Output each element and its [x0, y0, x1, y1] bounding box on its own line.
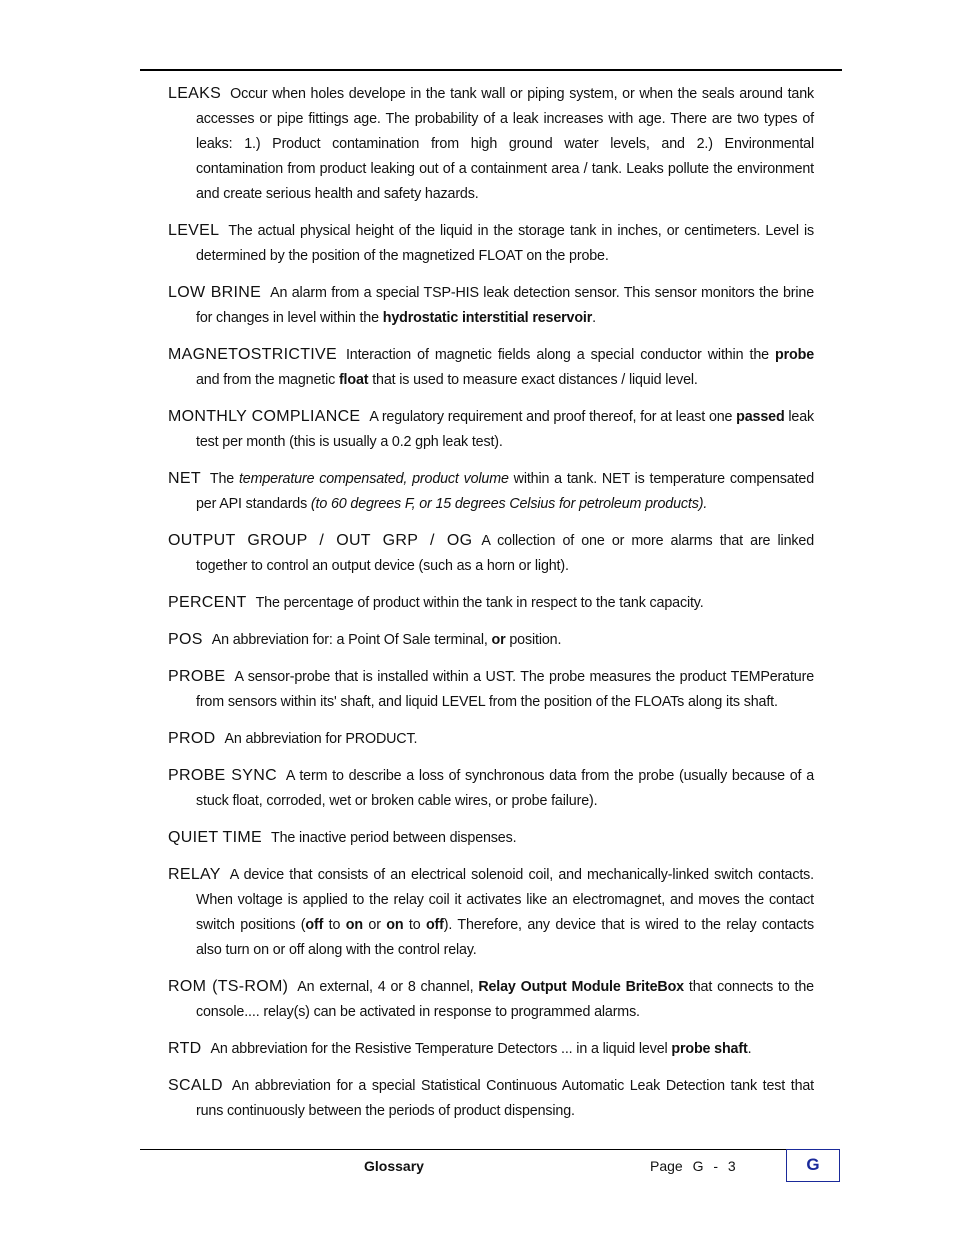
glossary-entry — [168, 218, 814, 269]
glossary-term: POS — [168, 631, 203, 648]
glossary-entry — [168, 404, 814, 455]
bold-text: off — [425, 917, 444, 933]
glossary-entry — [168, 726, 814, 752]
definition-text: An alarm from a special TSP-HIS leak detection sensor. This sensor monitors the brine for changes in level within the — [196, 285, 815, 326]
glossary-term: ROM (TS-ROM) — [168, 978, 289, 995]
definition-text: to — [323, 917, 346, 933]
glossary-list — [168, 81, 814, 1135]
definition-text: that is used to measure exact distances / liquid level. — [368, 372, 698, 388]
definition-text: The inactive period between dispenses. — [270, 830, 517, 846]
glossary-term: NET — [168, 470, 201, 487]
definition-text: A collection of one or more alarms that are linked together to control an output device (such as a horn or light). — [196, 533, 814, 574]
glossary-term: MAGNETOSTRICTIVE — [168, 346, 337, 363]
definition-text: An abbreviation for: a Point Of Sale terminal, — [211, 632, 492, 648]
bold-text: float — [338, 372, 369, 388]
glossary-term: LEVEL — [168, 222, 220, 239]
definition-text: An external, 4 or 8 channel, — [297, 979, 479, 995]
glossary-entry — [168, 280, 814, 331]
bold-text: off — [305, 917, 324, 933]
definition-text: Occur when holes develope in the tank wall or piping system, or when the seals around tank accesses or pipe fittings age. The probability of a leak increases with age. There are two types of leaks: 1.) Product contamination from high ground water levels, and 2.) Environmental contamination from product leaking out of a containment area / tank. Leaks pollute the environment and create serious health and safety hazards. — [196, 86, 814, 202]
section-tab: G — [786, 1149, 840, 1182]
glossary-entry — [168, 528, 814, 579]
italic-text: (to 60 degrees F, or 15 degrees Celsius for petroleum products). — [310, 496, 708, 512]
definition-text: that connects to the console.... relay(s) can be activated in response to programmed alarms. — [196, 979, 814, 1020]
page-number: Page G - 3 — [650, 1158, 736, 1174]
bold-text: or — [491, 632, 506, 648]
glossary-entry — [168, 1073, 814, 1124]
definition-text: within a tank. NET is temperature compensated per API standards — [196, 471, 815, 512]
glossary-entry — [168, 342, 814, 393]
glossary-entry — [168, 590, 814, 616]
bold-text: on — [345, 917, 363, 933]
definition-text: leak test per month (this is usually a 0.2 gph leak test). — [196, 409, 814, 450]
italic-text: temperature compensated, product volume — [238, 471, 509, 487]
bold-text: probe shaft — [671, 1041, 748, 1057]
footer-rule — [140, 1149, 787, 1150]
definition-text: A sensor-probe that is installed within a UST. The probe measures the product TEMPerature from sensors within its' shaft, and liquid LEVEL from the position of the FLOATs along its shaft. — [196, 669, 814, 710]
glossary-entry — [168, 825, 814, 851]
definition-text: The — [209, 471, 239, 487]
glossary-term: QUIET TIME — [168, 829, 262, 846]
definition-text: . — [592, 310, 596, 326]
bold-text: passed — [736, 409, 785, 425]
glossary-entry — [168, 81, 814, 207]
glossary-term: LOW BRINE — [168, 284, 262, 301]
bold-text: hydrostatic interstitial reservoir — [382, 310, 593, 326]
glossary-term: PROBE SYNC — [168, 767, 277, 784]
glossary-term: PERCENT — [168, 594, 247, 611]
glossary-term: RELAY — [168, 866, 221, 883]
definition-text: . — [747, 1041, 752, 1057]
glossary-entry — [168, 862, 814, 963]
glossary-entry — [168, 763, 814, 814]
glossary-term: RTD — [168, 1040, 202, 1057]
definition-text: A regulatory requirement and proof thereof, for at least one — [369, 409, 737, 425]
definition-text: position. — [505, 632, 562, 648]
glossary-term: PROD — [168, 730, 216, 747]
glossary-entry — [168, 974, 814, 1025]
definition-text: The actual physical height of the liquid in the storage tank in inches, or centimeters. Level is determined by the position of the magnetized FLOAT on the probe. — [196, 223, 814, 264]
bold-text: Relay Output Module BriteBox — [478, 979, 684, 995]
glossary-term: LEAKS — [168, 85, 222, 102]
definition-text: The percentage of product within the tank in respect to the tank capacity. — [255, 595, 704, 611]
definition-text: and from the magnetic — [196, 372, 339, 388]
glossary-term: OUTPUT GROUP / OUT GRP / OG — [168, 532, 473, 549]
glossary-term: PROBE — [168, 668, 226, 685]
definition-text: A term to describe a loss of synchronous data from the probe (usually because of a stuck float, corroded, wet or broken cable wires, or probe failure). — [196, 768, 814, 809]
definition-text: An abbreviation for a special Statistical Continuous Automatic Leak Detection tank test that runs continuously between the periods of product dispensing. — [196, 1078, 814, 1119]
definition-text: ). Therefore, any device that is wired to the relay contacts also turn on or off along with the control relay. — [196, 917, 814, 958]
glossary-term: MONTHLY COMPLIANCE — [168, 408, 361, 425]
definition-text: An abbreviation for the Resistive Temperature Detectors ... in a liquid level — [210, 1041, 672, 1057]
footer-title: Glossary — [364, 1158, 424, 1174]
definition-text: An abbreviation for PRODUCT. — [224, 731, 418, 747]
bold-text: probe — [775, 347, 814, 363]
glossary-term: SCALD — [168, 1077, 223, 1094]
definition-text: or — [362, 917, 387, 933]
glossary-entry — [168, 466, 814, 517]
header-rule — [140, 69, 842, 71]
definition-text: Interaction of magnetic fields along a special conductor within the — [345, 347, 776, 363]
definition-text: to — [403, 917, 426, 933]
glossary-entry — [168, 627, 814, 653]
bold-text: on — [386, 917, 404, 933]
glossary-entry — [168, 1036, 814, 1062]
definition-text: A device that consists of an electrical solenoid coil, and mechanically-linked switch contacts. When voltage is applied to the relay coil it activates like an electromagnet, and moves the contact switch positions ( — [196, 867, 814, 933]
glossary-entry — [168, 664, 814, 715]
